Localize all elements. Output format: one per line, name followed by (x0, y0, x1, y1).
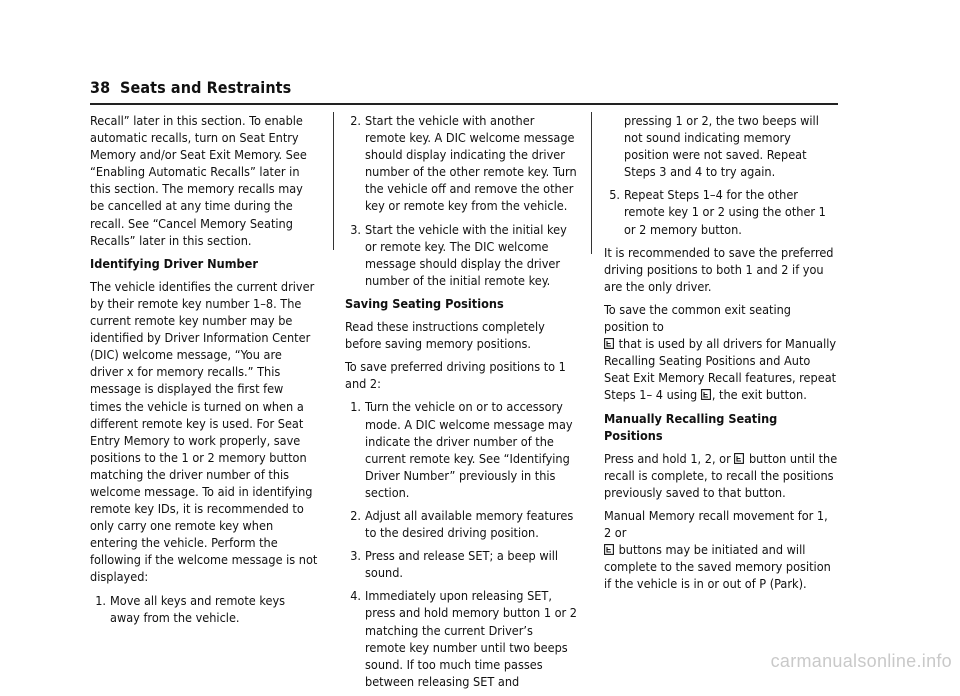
paragraph (604, 507, 838, 592)
list-item (345, 221, 577, 289)
list-item-continued (604, 112, 838, 180)
heading-identifying-driver-number: Identifying Driver Number (90, 255, 258, 271)
step-number: 2. (350, 113, 361, 128)
step-number: 5. (609, 187, 620, 203)
header-rule (90, 103, 838, 105)
watermark: carmanualsonline.info (770, 651, 952, 671)
section-title: Seats and Restraints (120, 78, 292, 97)
text-run: , the exit button. (711, 387, 807, 403)
step-text: Repeat Steps 1–4 for the other remote key 1 or 2 using the other 1 or 2 memory button. (624, 187, 826, 237)
list-item (604, 186, 838, 237)
paragraph: Recall” later in this section. To enable automatic recalls, turn on Seat Entry Memory and/or Seat Exit Memory. See “Enabling Automatic Recalls” later in this section. The memory recalls may be cancelled at any time during the recall. See “Cancel Memory Seating Recalls” later in this section. (90, 113, 307, 248)
list-item (345, 398, 577, 501)
exit-seat-icon (701, 387, 711, 398)
page-number: 38 (90, 78, 111, 97)
exit-seat-icon (604, 542, 614, 553)
heading-saving-seating-positions: Saving Seating Positions (345, 295, 504, 311)
step-number: 3. (350, 548, 361, 564)
paragraph: It is recommended to save the preferred driving positions to both 1 and 2 if you are the only driver. (604, 244, 834, 294)
step-number: 1. (95, 592, 106, 608)
column-divider-1 (333, 112, 334, 250)
text-run: buttons may be initiated and will complete to the saved memory position if the vehicle is in or out of P (Park). (604, 542, 831, 592)
text-run: To save the common exit seating position to (604, 301, 791, 335)
step-number: 4. (350, 588, 361, 604)
list-item (345, 547, 577, 581)
text-run: Manual Memory recall movement for 1, 2 or (604, 507, 828, 541)
paragraph (604, 301, 838, 404)
list-item (345, 507, 577, 541)
page-header (90, 78, 838, 104)
paragraph: The vehicle identifies the current driver by their remote key number 1–8. The current remote key number may be identified by Driver Information Center (DIC) welcome message, “You are driver x for memory recalls.” This message is displayed the first few times the vehicle is turned on when a different remote key is used. For Seat Entry Memory to work properly, save positions to the 1 or 2 memory button matching the driver number of this welcome message. To aid in identifying remote key IDs, it is recommended to only carry one remote key when entering the vehicle. Perform the following if the welcome message is not displayed: (90, 278, 318, 585)
step-text: Move all keys and remote keys away from the vehicle. (110, 592, 286, 625)
exit-seat-icon (734, 451, 744, 462)
text-run: Press and hold 1, 2, or (604, 450, 731, 466)
step-number: 1. (350, 399, 361, 415)
step-text: Turn the vehicle on or to accessory mode. A DIC welcome message may indicate the driver number of the current remote key. See “Identifying Driver Number” previously in this section. (365, 399, 573, 500)
step-text: Press and release SET; a beep will sound. (365, 548, 559, 581)
paragraph: To save preferred driving positions to 1 and 2: (345, 359, 566, 392)
column-1 (90, 112, 318, 632)
list-item (345, 587, 577, 690)
heading-manually-recalling-seating-positions: Manually Recalling Seating Positions (604, 410, 778, 443)
step-number: 2. (350, 507, 361, 523)
list-item (90, 592, 318, 626)
paragraph (604, 450, 838, 501)
step-number: 3. (350, 221, 361, 237)
step-text: pressing 1 or 2, the two beeps will not sound indicating memory position were not saved. Repeat Steps 3 and 4 to try again. (624, 113, 819, 180)
column-2 (345, 112, 577, 696)
column-3 (604, 112, 838, 598)
text-run: button until the recall is complete, to recall the positions previously saved to that button. (604, 450, 838, 500)
step-text: Start the vehicle with the initial key or remote key. The DIC welcome message should display the driver number of the initial remote key. (365, 221, 567, 288)
step-text: Adjust all available memory features to the desired driving position. (365, 507, 574, 541)
step-text: Immediately upon releasing SET, press and hold memory button 1 or 2 matching the current Driver’s remote key number until two beeps sound. If too much time passes between releasing SET and (365, 588, 578, 689)
text-run: that is used by all drivers for Manually Recalling Seating Positions and Auto Seat Exit Memory Recall features, repeat Steps 1– (604, 336, 837, 403)
column-divider-2 (591, 112, 592, 254)
exit-seat-icon (604, 336, 614, 347)
text-run: 4 using (655, 387, 698, 403)
step-text: Start the vehicle with another remote key. A DIC welcome message should display indicating the driver number of the other remote key. Turn the vehicle off and remove the other key or remote key from the vehicle. (365, 113, 577, 214)
paragraph: Read these instructions completely before saving memory positions. (345, 319, 545, 352)
list-item (345, 112, 577, 215)
